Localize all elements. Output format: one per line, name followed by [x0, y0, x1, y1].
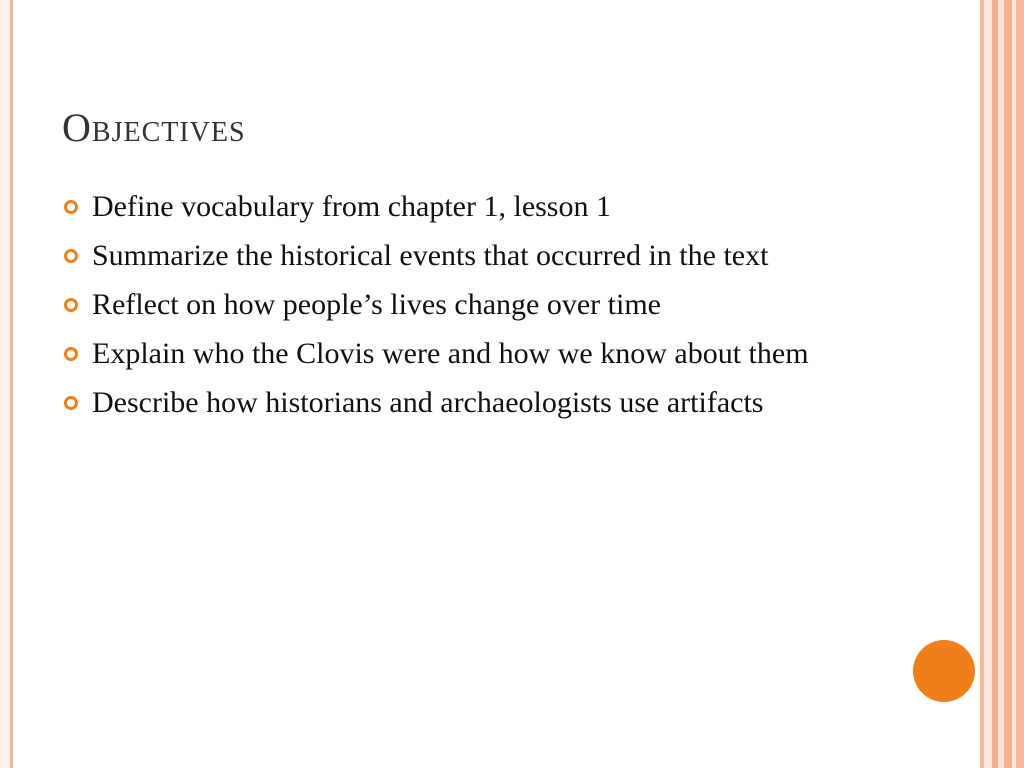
list-item: [62, 284, 892, 325]
ring-bullet-icon: [64, 249, 78, 263]
list-item: [62, 186, 892, 227]
list-item-text: Describe how historians and archaeologists use artifacts: [92, 386, 764, 419]
right-stripes-decoration: [980, 0, 1024, 768]
stripe: [984, 0, 992, 768]
orange-circle-icon: [913, 640, 975, 702]
list-item: [62, 382, 892, 423]
list-item: [62, 333, 892, 374]
ring-bullet-icon: [64, 347, 78, 361]
ring-bullet-icon: [64, 200, 78, 214]
list-item: [62, 235, 892, 276]
slide-title: Objectives: [62, 105, 246, 150]
objectives-list: [62, 186, 892, 431]
list-item-text: Summarize the historical events that occurred in the text: [92, 239, 769, 272]
list-item-text: Reflect on how people’s lives change over time: [92, 288, 661, 321]
stripe: [1016, 0, 1024, 768]
ring-bullet-icon: [64, 298, 78, 312]
list-item-text: Explain who the Clovis were and how we know about them: [92, 337, 809, 370]
ring-bullet-icon: [64, 396, 78, 410]
stripe: [1004, 0, 1012, 768]
list-item-text: Define vocabulary from chapter 1, lesson 1: [92, 190, 611, 223]
left-border-decoration: [0, 0, 13, 768]
